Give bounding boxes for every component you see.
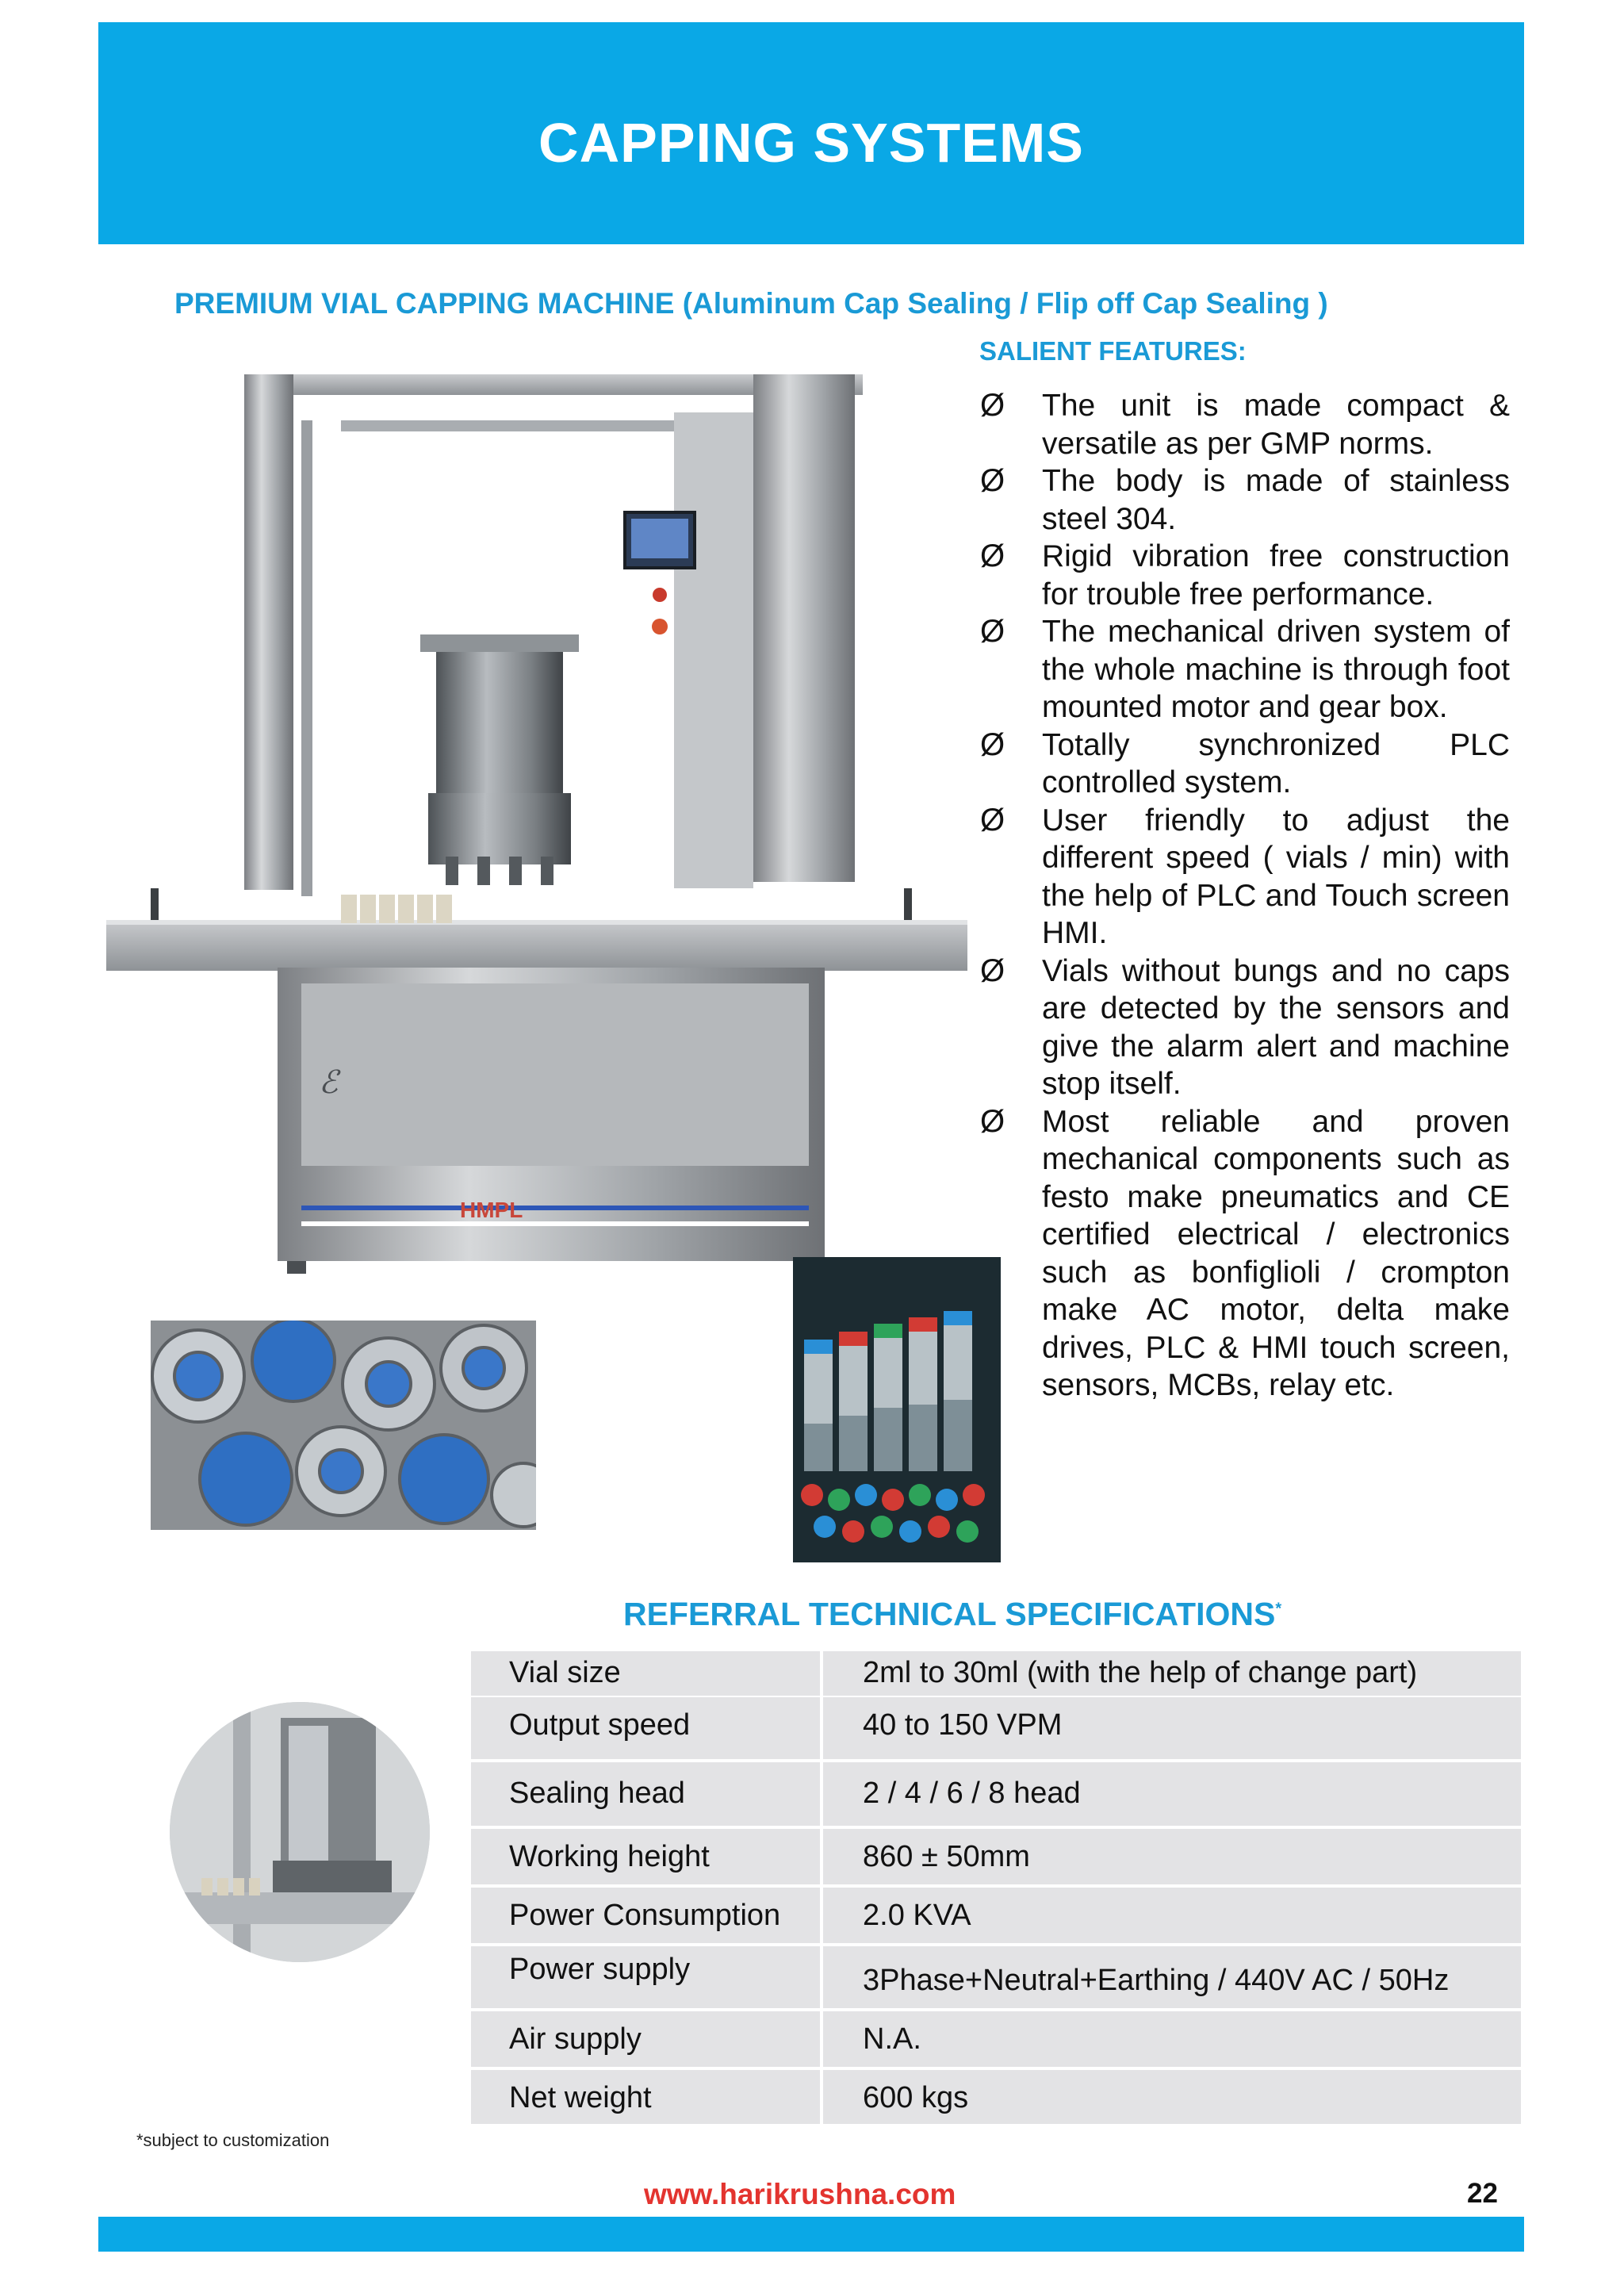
- bullet-icon: Ø: [980, 614, 1005, 649]
- feature-item: [977, 613, 1510, 726]
- table-row: [471, 1651, 1521, 1696]
- aluminum-caps-image: [151, 1321, 536, 1530]
- capping-machine-image: [103, 365, 983, 1293]
- page-number: 22: [1467, 2178, 1498, 2209]
- spec-label: Power supply: [509, 1953, 691, 1986]
- bullet-icon: Ø: [980, 953, 1005, 988]
- feature-item: [977, 802, 1510, 953]
- feature-text: User friendly to adjust the different speed ( vials / min) with the help of PLC and Touch screen HMI.: [1042, 803, 1510, 950]
- feature-item: [977, 726, 1510, 802]
- feature-text: Totally synchronized PLC controlled system.: [1042, 727, 1510, 799]
- bullet-icon: Ø: [980, 726, 1005, 762]
- bullet-icon: Ø: [980, 388, 1005, 423]
- feature-text: The mechanical driven system of the whole machine is through foot mounted motor and gear box.: [1042, 615, 1510, 724]
- table-row: [471, 1697, 1521, 1759]
- feature-text: The unit is made compact & versatile as per GMP norms.: [1042, 389, 1510, 461]
- spec-label: Sealing head: [509, 1777, 685, 1810]
- bullet-icon: Ø: [980, 802, 1005, 838]
- spec-value: 2 / 4 / 6 / 8 head: [863, 1777, 1081, 1810]
- spec-value: 40 to 150 VPM: [863, 1708, 1063, 1742]
- spec-value: 3Phase+Neutral+Earthing / 440V AC / 50Hz: [863, 1964, 1450, 1997]
- machine-brand-label: HMPL: [460, 1198, 523, 1222]
- vials-image: [793, 1257, 1001, 1562]
- page-title: CAPPING SYSTEMS: [538, 112, 1084, 174]
- spec-label: Net weight: [509, 2081, 652, 2114]
- specs-heading-mark: *: [1275, 1600, 1282, 1618]
- spec-label: Output speed: [509, 1708, 691, 1742]
- spec-value: 860 ± 50mm: [863, 1840, 1030, 1873]
- table-row: [471, 1829, 1521, 1884]
- features-heading: SALIENT FEATURES:: [979, 336, 1247, 366]
- feature-text: The body is made of stainless steel 304.: [1042, 464, 1510, 536]
- table-row: [471, 2070, 1521, 2124]
- feature-item: [977, 538, 1510, 613]
- product-title: PREMIUM VIAL CAPPING MACHINE (Aluminum Cap Sealing / Flip off Cap Sealing ): [174, 287, 1328, 320]
- website-link[interactable]: www.harikrushna.com: [644, 2178, 956, 2210]
- feature-text: Vials without bungs and no caps are detected by the sensors and give the alarm alert and machine stop itself.: [1042, 953, 1510, 1101]
- feature-item: [977, 387, 1510, 462]
- table-row: [471, 2011, 1521, 2067]
- spec-label: Vial size: [509, 1656, 621, 1689]
- bullet-icon: Ø: [980, 539, 1005, 573]
- footnote: *subject to customization: [136, 2130, 330, 2150]
- spec-value: 2.0 KVA: [863, 1899, 971, 1932]
- spec-value: 2ml to 30ml (with the help of change part): [863, 1656, 1418, 1689]
- bullet-icon: Ø: [980, 463, 1005, 498]
- features-list: [977, 387, 1510, 1405]
- spec-label: Working height: [509, 1840, 710, 1873]
- table-row: [471, 1946, 1521, 2008]
- spec-label: Power Consumption: [509, 1899, 781, 1932]
- footer-band: [98, 2217, 1524, 2252]
- svg-text:ℰ: ℰ: [319, 1064, 339, 1100]
- table-row: [471, 1762, 1521, 1826]
- spec-label: Air supply: [509, 2022, 642, 2056]
- capping-head-closeup-image: [170, 1702, 430, 1962]
- table-row: [471, 1888, 1521, 1943]
- spec-value: N.A.: [863, 2022, 921, 2056]
- feature-item: [977, 462, 1510, 538]
- bullet-icon: Ø: [980, 1103, 1005, 1139]
- feature-item: [977, 1103, 1510, 1405]
- feature-text: Most reliable and proven mechanical components such as festo make pneumatics and CE certified electrical / electronics such as bonfiglioli / crompton make AC motor, delta make drives, PLC & HMI touch screen, sensors, MCBs, relay etc.: [1042, 1104, 1510, 1402]
- spec-value: 600 kgs: [863, 2081, 969, 2114]
- feature-text: Rigid vibration free construction for trouble free performance.: [1042, 539, 1510, 611]
- feature-item: [977, 953, 1510, 1103]
- specs-heading: REFERRAL TECHNICAL SPECIFICATIONS*: [623, 1596, 1282, 1632]
